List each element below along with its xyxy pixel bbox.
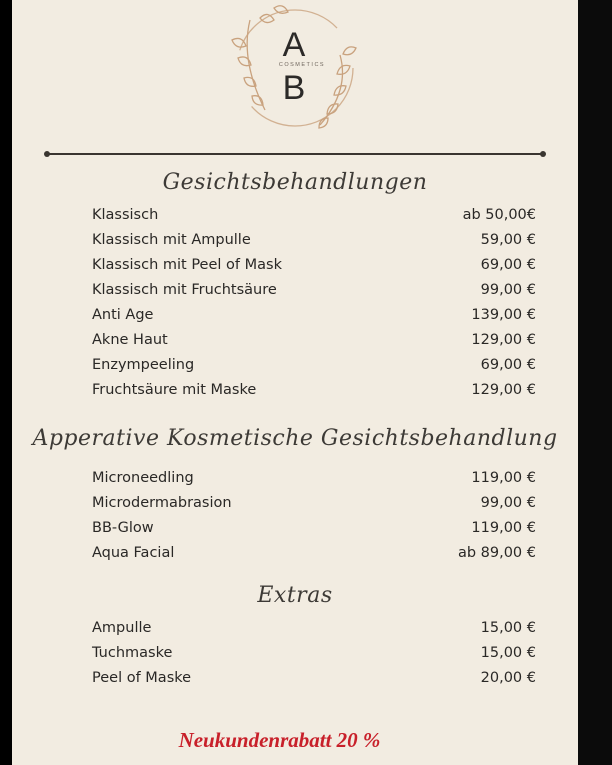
- logo-letter-b: B: [282, 69, 306, 107]
- page-edge: [578, 0, 612, 765]
- item-price: ab 89,00 €: [457, 545, 536, 561]
- item-name: Peel of Maske: [92, 670, 192, 686]
- item-price: 69,00 €: [480, 357, 536, 373]
- price-row: [92, 379, 536, 401]
- price-row: [92, 467, 536, 489]
- item-price: 99,00 €: [480, 282, 536, 298]
- item-price: 129,00 €: [471, 382, 536, 398]
- price-row: [92, 279, 536, 301]
- logo-letter-a: A: [282, 26, 306, 64]
- price-row: [92, 204, 536, 226]
- item-name: Klassisch mit Ampulle: [92, 232, 251, 248]
- item-price: 69,00 €: [480, 257, 536, 273]
- item-name: Ampulle: [92, 620, 152, 636]
- item-price: 20,00 €: [480, 670, 536, 686]
- new-customer-discount: Neukundenrabatt 20 %: [178, 728, 381, 752]
- divider-line: [47, 153, 543, 155]
- item-name: Fruchtsäure mit Maske: [92, 382, 257, 398]
- price-row: [92, 642, 536, 664]
- section-title-apparative: Apperative Kosmetische Gesichtsbehandlung: [32, 426, 558, 451]
- item-name: Klassisch mit Fruchtsäure: [92, 282, 277, 298]
- brand-logo: [210, 0, 380, 140]
- price-row: [92, 617, 536, 639]
- item-name: Klassisch: [92, 207, 159, 223]
- item-price: 15,00 €: [480, 645, 536, 661]
- item-name: Aqua Facial: [92, 545, 175, 561]
- price-row: [92, 329, 536, 351]
- item-price: 119,00 €: [471, 520, 536, 536]
- item-name: Microneedling: [92, 470, 194, 486]
- section-title-facials: Gesichtsbehandlungen: [162, 170, 428, 195]
- item-price: ab 50,00€: [462, 207, 536, 223]
- price-row: [92, 229, 536, 251]
- item-price: 59,00 €: [480, 232, 536, 248]
- item-name: Tuchmaske: [92, 645, 173, 661]
- item-name: Akne Haut: [92, 332, 168, 348]
- price-row: [92, 254, 536, 276]
- item-price: 99,00 €: [480, 495, 536, 511]
- price-row: [92, 492, 536, 514]
- price-row: [92, 354, 536, 376]
- price-row: [92, 542, 536, 564]
- price-row: [92, 517, 536, 539]
- price-row: [92, 667, 536, 689]
- item-name: Enzympeeling: [92, 357, 195, 373]
- logo-cosmetics: COSMETICS: [278, 62, 326, 68]
- item-name: Klassisch mit Peel of Mask: [92, 257, 282, 273]
- price-row: [92, 304, 536, 326]
- item-price: 129,00 €: [471, 332, 536, 348]
- section-title-extras: Extras: [257, 583, 333, 608]
- item-name: Anti Age: [92, 307, 154, 323]
- item-price: 119,00 €: [471, 470, 536, 486]
- item-price: 15,00 €: [480, 620, 536, 636]
- item-price: 139,00 €: [471, 307, 536, 323]
- item-name: Microdermabrasion: [92, 495, 232, 511]
- item-name: BB-Glow: [92, 520, 154, 536]
